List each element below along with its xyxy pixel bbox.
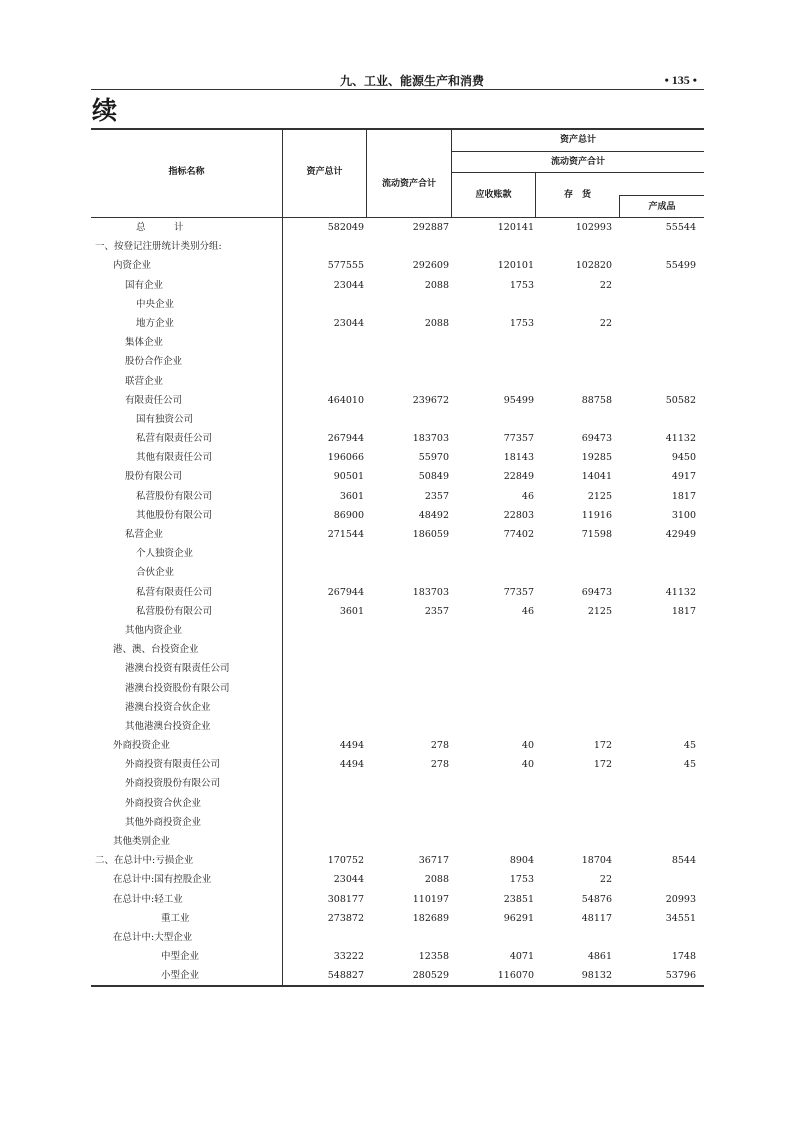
cell-inventory: 69473: [581, 586, 612, 598]
table-row: [91, 755, 704, 774]
table-row: [91, 583, 704, 602]
cell-inventory: 11916: [581, 509, 612, 521]
row-label: 一、按登记注册统计类别分组:: [95, 241, 222, 253]
cell-current-assets: 182689: [412, 912, 449, 924]
cell-current-assets: 280529: [412, 970, 449, 982]
table-row: [91, 372, 704, 391]
cell-inventory: 172: [593, 740, 612, 752]
table-row: [91, 851, 704, 870]
row-label: 集体企业: [125, 337, 164, 349]
row-label: 内资企业: [113, 260, 152, 272]
cell-receivables: 77357: [503, 433, 534, 445]
table-row: [91, 429, 704, 448]
cell-current-assets: 48492: [418, 509, 449, 521]
cell-finished-goods: 1748: [671, 951, 696, 963]
cell-inventory: 71598: [581, 529, 612, 540]
cell-total-assets: 4494: [339, 740, 364, 752]
table-row: [91, 295, 704, 314]
cell-receivables: 116070: [497, 970, 534, 982]
table-row: [91, 256, 704, 275]
cell-receivables: 77402: [503, 529, 534, 540]
cell-total-assets: 23044: [333, 317, 364, 329]
row-label: 地方企业: [136, 317, 175, 329]
cell-receivables: 46: [521, 490, 534, 502]
cell-total-assets: 577555: [327, 260, 364, 272]
row-label: 外商投资有限责任公司: [125, 759, 221, 771]
cell-inventory: 88758: [581, 394, 612, 406]
cell-total-assets: 308177: [327, 893, 364, 905]
cell-total-assets: 582049: [327, 222, 364, 233]
cell-current-assets: 292887: [412, 222, 449, 233]
row-label: 港澳台投资股份有限公司: [125, 682, 230, 694]
cell-total-assets: 271544: [327, 529, 364, 540]
cell-total-assets: 23044: [333, 279, 364, 291]
cell-total-assets: 464010: [327, 394, 364, 406]
cell-receivables: 1753: [509, 874, 534, 886]
cell-receivables: 23851: [503, 893, 534, 905]
cell-inventory: 14041: [581, 471, 612, 483]
header-total-assets: 资产总计: [306, 167, 343, 177]
table-row: [91, 679, 704, 698]
row-label: 二、在总计中:亏损企业: [95, 855, 194, 867]
table-row: [91, 698, 704, 717]
cell-total-assets: 23044: [333, 874, 364, 886]
cell-inventory: 98132: [581, 970, 612, 982]
col-divider-2: [366, 128, 367, 218]
table-row: [91, 928, 704, 947]
cell-finished-goods: 4917: [671, 471, 696, 483]
cell-current-assets: 278: [430, 740, 449, 752]
row-label: 其他外商投资企业: [125, 816, 202, 828]
cell-total-assets: 273872: [327, 912, 364, 924]
row-label: 港、澳、台投资企业: [113, 644, 199, 656]
row-label: 港澳台投资有限责任公司: [125, 663, 230, 675]
cell-receivables: 95499: [503, 394, 534, 406]
cell-inventory: 102993: [575, 222, 612, 233]
row-label: 联营企业: [125, 375, 164, 387]
page-header-title: 九、工业、能源生产和消费: [339, 74, 484, 88]
table-row: [91, 237, 704, 256]
cell-inventory: 69473: [581, 433, 612, 445]
cell-inventory: 48117: [581, 912, 612, 924]
table-row: [91, 602, 704, 621]
header-rule-2: [451, 172, 704, 173]
cell-finished-goods: 53796: [665, 970, 696, 982]
table-row: [91, 333, 704, 352]
table-row: [91, 410, 704, 429]
cell-finished-goods: 3100: [671, 509, 696, 521]
cell-current-assets: 186059: [412, 529, 449, 540]
cell-inventory: 2125: [587, 605, 612, 617]
row-label: 有限责任公司: [125, 394, 183, 406]
cell-finished-goods: 41132: [665, 586, 696, 598]
header-rule: [91, 89, 704, 90]
cell-receivables: 40: [521, 759, 534, 771]
row-label: 总 计: [136, 222, 184, 233]
header-indicator: 指标名称: [168, 167, 205, 177]
row-label: 其他港澳台投资企业: [125, 720, 211, 732]
cell-current-assets: 2357: [424, 490, 449, 502]
row-label: 在总计中:大型企业: [113, 931, 193, 943]
cell-inventory: 22: [599, 279, 612, 291]
row-label: 其他股份有限公司: [136, 509, 213, 521]
cell-inventory: 4861: [587, 951, 612, 963]
row-label: 在总计中:国有控股企业: [113, 874, 212, 886]
row-label: 股份有限公司: [125, 471, 183, 483]
cell-inventory: 18704: [581, 855, 612, 867]
header-rule-1: [451, 151, 704, 152]
row-label: 其他有限责任公司: [136, 452, 213, 464]
row-label: 港澳台投资合伙企业: [125, 701, 211, 713]
cell-total-assets: 196066: [327, 452, 364, 464]
row-label: 外商投资股份有限公司: [125, 778, 221, 790]
table-row: [91, 314, 704, 333]
row-label: 私营企业: [125, 529, 164, 540]
cell-receivables: 4071: [509, 951, 534, 963]
cell-total-assets: 3601: [339, 605, 364, 617]
table-row: [91, 218, 704, 237]
row-label: 外商投资合伙企业: [125, 797, 202, 809]
table-row: [91, 966, 704, 985]
table-row: [91, 544, 704, 563]
header-current-assets-group: 流动资产合计: [550, 157, 605, 167]
cell-current-assets: 278: [430, 759, 449, 771]
cell-inventory: 22: [599, 874, 612, 886]
cell-inventory: 172: [593, 759, 612, 771]
table-row: [91, 276, 704, 295]
cell-current-assets: 50849: [418, 471, 449, 483]
table-row: [91, 832, 704, 851]
cell-current-assets: 2357: [424, 605, 449, 617]
cell-current-assets: 239672: [412, 394, 449, 406]
cell-total-assets: 4494: [339, 759, 364, 771]
table-row: [91, 909, 704, 928]
cell-total-assets: 86900: [333, 509, 364, 521]
page-number: • 135 •: [664, 73, 697, 87]
table-row: [91, 448, 704, 467]
row-label: 中央企业: [136, 298, 175, 310]
cell-finished-goods: 41132: [665, 433, 696, 445]
cell-receivables: 96291: [503, 912, 534, 924]
row-label: 私营有限责任公司: [136, 586, 213, 598]
cell-inventory: 54876: [581, 893, 612, 905]
cell-finished-goods: 45: [683, 759, 696, 771]
cell-receivables: 1753: [509, 279, 534, 291]
cell-finished-goods: 55544: [665, 222, 696, 233]
row-label: 股份合作企业: [125, 356, 183, 368]
cell-finished-goods: 34551: [665, 912, 696, 924]
table-row: [91, 506, 704, 525]
cell-finished-goods: 20993: [665, 893, 696, 905]
header-total-assets-group: 资产总计: [559, 135, 596, 145]
cell-inventory: 2125: [587, 490, 612, 502]
header-rule-3: [619, 195, 704, 196]
row-label: 国有企业: [125, 279, 164, 291]
header-receivables: 应收账款: [475, 190, 512, 200]
table-row: [91, 640, 704, 659]
cell-finished-goods: 55499: [665, 260, 696, 272]
cell-receivables: 77357: [503, 586, 534, 598]
row-label: 外商投资企业: [113, 740, 171, 752]
table-row: [91, 563, 704, 582]
cell-total-assets: 90501: [333, 471, 364, 483]
cell-total-assets: 267944: [327, 586, 364, 598]
table-top-rule: [91, 128, 704, 130]
cell-inventory: 22: [599, 317, 612, 329]
row-label: 合伙企业: [136, 567, 175, 579]
table-row: [91, 467, 704, 486]
cell-receivables: 40: [521, 740, 534, 752]
table-body: [91, 218, 704, 986]
continued-label: 续: [92, 96, 118, 125]
cell-total-assets: 548827: [327, 970, 364, 982]
cell-total-assets: 3601: [339, 490, 364, 502]
table-row: [91, 890, 704, 909]
cell-finished-goods: 45: [683, 740, 696, 752]
header-current-assets: 流动资产合计: [381, 179, 436, 189]
row-label: 其他类别企业: [113, 836, 171, 847]
cell-current-assets: 55970: [418, 452, 449, 464]
cell-current-assets: 2088: [424, 279, 449, 291]
table-row: [91, 717, 704, 736]
table-row: [91, 659, 704, 678]
row-label: 中型企业: [161, 951, 200, 963]
cell-current-assets: 110197: [412, 893, 449, 905]
data-table: [91, 128, 704, 986]
cell-receivables: 1753: [509, 317, 534, 329]
cell-current-assets: 292609: [412, 260, 449, 272]
row-label: 私营股份有限公司: [136, 490, 213, 502]
cell-current-assets: 183703: [412, 433, 449, 445]
cell-finished-goods: 42949: [665, 529, 696, 540]
table-row: [91, 352, 704, 371]
table-row: [91, 391, 704, 410]
cell-current-assets: 2088: [424, 874, 449, 886]
cell-receivables: 22849: [503, 471, 534, 483]
table-row: [91, 794, 704, 813]
row-label: 其他内资企业: [125, 624, 183, 636]
row-label: 私营有限责任公司: [136, 433, 213, 445]
row-label: 在总计中:轻工业: [113, 893, 183, 905]
cell-total-assets: 267944: [327, 433, 364, 445]
cell-current-assets: 183703: [412, 586, 449, 598]
cell-finished-goods: 9450: [671, 452, 696, 464]
cell-receivables: 120141: [497, 222, 534, 233]
cell-inventory: 102820: [575, 260, 612, 272]
row-label: 重工业: [161, 912, 190, 924]
cell-finished-goods: 50582: [665, 394, 696, 406]
cell-current-assets: 2088: [424, 317, 449, 329]
header-inventory: 存 货: [563, 190, 591, 200]
row-label: 小型企业: [161, 970, 200, 982]
table-row: [91, 870, 704, 889]
cell-current-assets: 36717: [418, 855, 449, 867]
table-row: [91, 621, 704, 640]
header-finished-goods: 产成品: [648, 202, 676, 212]
cell-finished-goods: 1817: [671, 490, 696, 502]
table-row: [91, 525, 704, 544]
cell-receivables: 46: [521, 605, 534, 617]
cell-finished-goods: 8544: [671, 855, 696, 867]
table-row: [91, 736, 704, 755]
cell-inventory: 19285: [581, 452, 612, 464]
cell-current-assets: 12358: [418, 951, 449, 963]
cell-total-assets: 170752: [327, 855, 364, 867]
cell-receivables: 8904: [509, 855, 534, 867]
cell-receivables: 22803: [503, 509, 534, 521]
cell-finished-goods: 1817: [671, 605, 696, 617]
row-label: 私营股份有限公司: [136, 605, 213, 617]
table-row: [91, 947, 704, 966]
cell-receivables: 18143: [503, 452, 534, 464]
table-row: [91, 774, 704, 793]
row-label: 个人独资企业: [136, 548, 194, 560]
cell-receivables: 120101: [497, 260, 534, 272]
table-row: [91, 813, 704, 832]
cell-total-assets: 33222: [333, 951, 364, 963]
table-row: [91, 487, 704, 506]
row-label: 国有独资公司: [136, 413, 194, 425]
